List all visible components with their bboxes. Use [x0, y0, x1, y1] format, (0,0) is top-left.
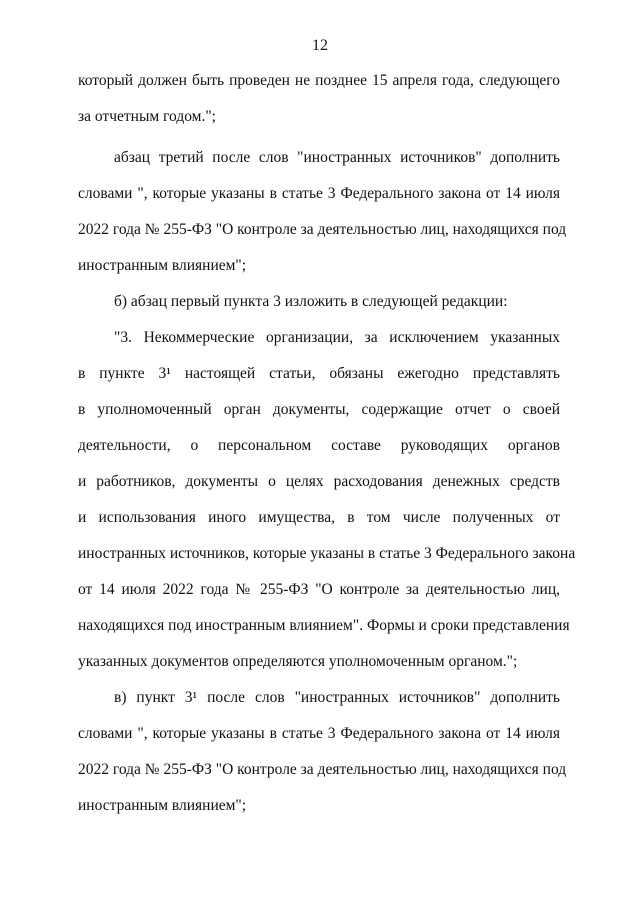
text-line: от 14 июля 2022 года № 255-ФЗ "О контроле за деятельностью лиц, — [78, 581, 560, 598]
text-line: иностранным влиянием"; — [78, 797, 247, 814]
text-line: в уполномоченный орган документы, содержащие отчет о своей — [78, 401, 560, 418]
text-line: и работников, документы о целях расходования денежных средств — [78, 473, 560, 490]
text-line: деятельности, о персональном составе руководящих органов — [78, 437, 560, 454]
text-line: который должен быть проведен не позднее 15 апреля года, следующего — [78, 72, 560, 89]
text-line: и использования иного имущества, в том числе полученных от — [78, 509, 560, 526]
text-line: словами ", которые указаны в статье 3 Федерального закона от 14 июля — [78, 725, 560, 742]
text-line: за отчетным годом."; — [78, 108, 216, 125]
text-line: в пункте 3¹ настоящей статьи, обязаны ежегодно представлять — [78, 365, 560, 382]
page-number: 12 — [312, 37, 328, 54]
text-line: абзац третий после слов "иностранных источников" дополнить — [114, 149, 560, 166]
text-line: указанных документов определяются уполномоченным органом."; — [78, 653, 518, 670]
text-line: б) абзац первый пункта 3 изложить в следующей редакции: — [114, 293, 508, 310]
text-line: иностранных источников, которые указаны в статье 3 Федерального закона — [78, 545, 576, 562]
text-line: словами ", которые указаны в статье 3 Федерального закона от 14 июля — [78, 185, 560, 202]
text-line: 2022 года № 255-ФЗ "О контроле за деятельностью лиц, находящихся под — [78, 221, 567, 238]
text-line: 2022 года № 255-ФЗ "О контроле за деятельностью лиц, находящихся под — [78, 761, 567, 778]
text-line: в) пункт 3¹ после слов "иностранных источников" дополнить — [114, 689, 560, 706]
text-line: "3. Некоммерческие организации, за исключением указанных — [114, 329, 560, 346]
text-line: иностранным влиянием"; — [78, 257, 247, 274]
text-line: находящихся под иностранным влиянием". Формы и сроки представления — [78, 617, 570, 634]
